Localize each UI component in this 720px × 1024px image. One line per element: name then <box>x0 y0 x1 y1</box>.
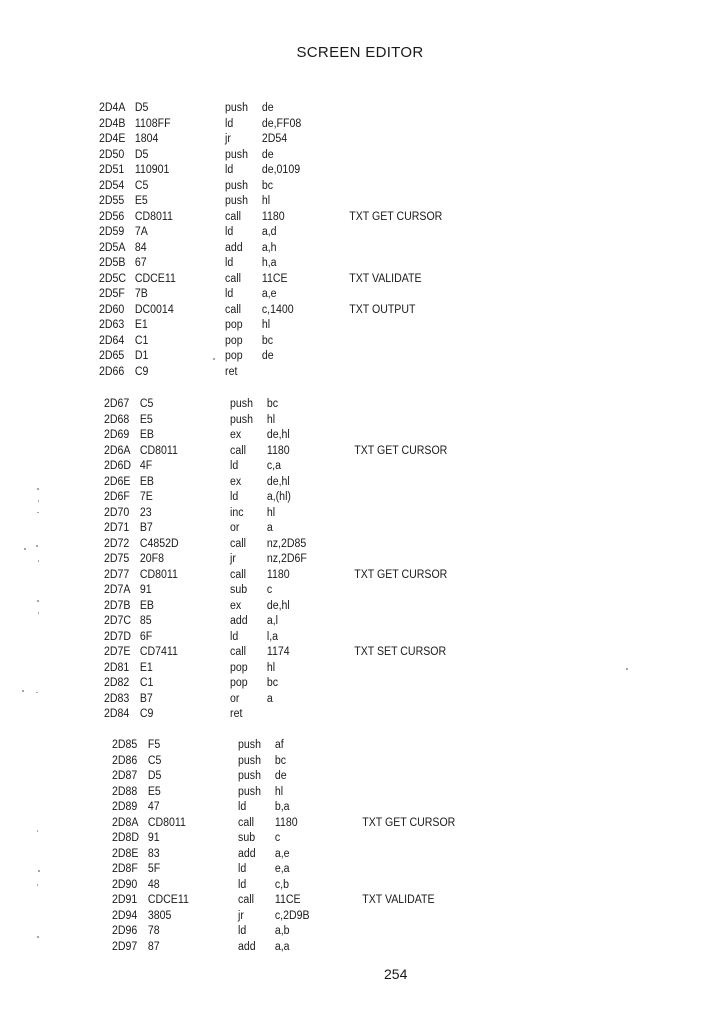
opcode-bytes: CD8011 <box>147 816 186 829</box>
opcode-bytes: 6F <box>139 630 153 643</box>
address: 2D88 <box>112 785 138 798</box>
address: 2D8D <box>112 832 140 844</box>
address: 2D50 <box>99 148 125 161</box>
opcode-bytes: EB <box>139 599 154 612</box>
mnemonic: ex <box>230 429 242 441</box>
address: 2D75 <box>104 553 130 565</box>
mnemonic: push <box>225 148 248 161</box>
opcode-bytes: 3805 <box>147 909 172 922</box>
operand: bc <box>261 179 274 192</box>
mnemonic: add <box>230 615 248 627</box>
address: 2D85 <box>112 739 138 751</box>
comment: TXT VALIDATE <box>349 272 422 285</box>
operand: de,hl <box>266 599 290 612</box>
operand: nz,2D85 <box>266 537 307 550</box>
operand: h,a <box>261 257 277 269</box>
operand: a,b <box>274 925 290 937</box>
address: 2D55 <box>99 195 125 207</box>
operand: hl <box>261 195 271 207</box>
opcode-bytes: EB <box>139 475 154 488</box>
mnemonic: add <box>225 241 243 254</box>
opcode-bytes: 20F8 <box>139 553 165 565</box>
address: 2D70 <box>104 506 130 519</box>
opcode-bytes: 5F <box>147 863 161 875</box>
opcode-bytes: 47 <box>147 801 160 813</box>
opcode-bytes: E5 <box>134 195 148 207</box>
address: 2D54 <box>99 179 125 192</box>
page-number: 254 <box>384 966 408 982</box>
mnemonic: ret <box>225 365 238 378</box>
opcode-bytes: C1 <box>139 677 154 689</box>
opcode-bytes: 67 <box>134 257 147 269</box>
comment: TXT OUTPUT <box>349 303 416 316</box>
mnemonic: sub <box>238 832 256 844</box>
opcode-bytes: D5 <box>134 148 149 161</box>
mnemonic: ld <box>238 863 247 875</box>
address: 2D6A <box>104 444 131 457</box>
mnemonic: ld <box>225 164 234 176</box>
comment: TXT GET CURSOR <box>349 210 443 223</box>
operand: bc <box>274 754 287 767</box>
opcode-bytes: 84 <box>134 241 147 254</box>
address: 2D64 <box>99 334 125 347</box>
comment: TXT GET CURSOR <box>362 816 456 829</box>
mnemonic: ld <box>225 288 234 300</box>
mnemonic: push <box>225 195 248 207</box>
mnemonic: ld <box>225 226 234 238</box>
operand: af <box>274 739 284 751</box>
address: 2D91 <box>112 894 138 906</box>
opcode-bytes: 1108FF <box>134 117 171 130</box>
opcode-bytes: C9 <box>134 365 149 378</box>
operand: l,a <box>266 630 279 643</box>
mnemonic: call <box>230 568 246 581</box>
address: 2D5C <box>99 272 127 285</box>
address: 2D94 <box>112 909 138 922</box>
operand: e,a <box>274 863 290 875</box>
address: 2D7C <box>104 615 132 627</box>
address: 2D86 <box>112 754 138 767</box>
mnemonic: jr <box>230 553 236 565</box>
mnemonic: call <box>225 272 241 285</box>
mnemonic: push <box>225 102 248 114</box>
address: 2D77 <box>104 568 130 581</box>
operand: bc <box>261 334 274 347</box>
mnemonic: pop <box>230 677 248 689</box>
mnemonic: or <box>230 692 240 705</box>
operand: c,a <box>266 460 281 472</box>
operand: bc <box>266 677 279 689</box>
operand: de <box>261 102 274 114</box>
address: 2D82 <box>104 677 130 689</box>
opcode-bytes: 78 <box>147 925 160 937</box>
address: 2D7A <box>104 584 131 596</box>
address: 2D96 <box>112 925 138 937</box>
address: 2D8F <box>112 863 138 875</box>
address: 2D60 <box>99 303 125 316</box>
address: 2D4B <box>99 117 126 130</box>
mnemonic: ld <box>238 878 247 891</box>
operand: de,0109 <box>261 164 301 176</box>
operand: de <box>261 148 274 161</box>
operand: de,hl <box>266 429 290 441</box>
mnemonic: call <box>230 646 246 658</box>
operand: a,(hl) <box>266 491 291 503</box>
opcode-bytes: D5 <box>147 770 162 782</box>
operand: hl <box>261 319 271 331</box>
address: 2D8E <box>112 847 139 860</box>
opcode-bytes: 7E <box>139 491 153 503</box>
opcode-bytes: E1 <box>139 661 153 674</box>
mnemonic: call <box>225 210 241 223</box>
mnemonic: or <box>230 522 240 534</box>
operand: de <box>261 350 274 362</box>
opcode-bytes: CDCE11 <box>134 272 176 285</box>
operand: a,d <box>261 226 277 238</box>
opcode-bytes: D1 <box>134 350 149 362</box>
opcode-bytes: 110901 <box>134 164 170 176</box>
comment: TXT SET CURSOR <box>354 646 447 658</box>
opcode-bytes: E5 <box>147 785 161 798</box>
mnemonic: ld <box>230 630 239 643</box>
operand: a <box>266 692 273 705</box>
comment: TXT GET CURSOR <box>354 568 448 581</box>
address: 2D84 <box>104 708 130 720</box>
operand: de,hl <box>266 475 290 488</box>
operand: a,e <box>261 288 277 300</box>
opcode-bytes: D5 <box>134 102 149 114</box>
mnemonic: jr <box>238 909 244 922</box>
operand: a,e <box>274 847 290 860</box>
mnemonic: push <box>238 739 261 751</box>
opcode-bytes: 1804 <box>134 133 159 145</box>
mnemonic: ld <box>225 117 234 130</box>
address: 2D83 <box>104 692 130 705</box>
opcode-bytes: 48 <box>147 878 160 891</box>
operand: c,2D9B <box>274 909 310 922</box>
operand: bc <box>266 398 279 410</box>
address: 2D56 <box>99 210 125 223</box>
mnemonic: call <box>230 444 246 457</box>
mnemonic: pop <box>225 334 243 347</box>
mnemonic: push <box>238 785 261 798</box>
page-title: SCREEN EDITOR <box>296 44 424 61</box>
opcode-bytes: 91 <box>147 832 160 844</box>
operand: 1180 <box>266 444 290 457</box>
opcode-bytes: CDCE11 <box>147 894 189 906</box>
mnemonic: ld <box>230 460 239 472</box>
mnemonic: add <box>238 940 256 953</box>
mnemonic: inc <box>230 506 244 519</box>
address: 2D69 <box>104 429 130 441</box>
opcode-bytes: CD8011 <box>139 568 178 581</box>
address: 2D6D <box>104 460 132 472</box>
mnemonic: ld <box>238 801 247 813</box>
address: 2D97 <box>112 940 138 953</box>
operand: c <box>274 832 281 844</box>
mnemonic: ex <box>230 475 242 488</box>
mnemonic: ex <box>230 599 242 612</box>
address: 2D6E <box>104 475 131 488</box>
opcode-bytes: 7A <box>134 226 148 238</box>
opcode-bytes: CD7411 <box>139 646 178 658</box>
mnemonic: ld <box>225 257 234 269</box>
operand: c,b <box>274 878 289 891</box>
comment: TXT VALIDATE <box>362 894 435 906</box>
opcode-bytes: 85 <box>139 615 152 627</box>
opcode-bytes: 83 <box>147 847 160 860</box>
operand: 2D54 <box>261 133 288 145</box>
mnemonic: call <box>225 303 241 316</box>
operand: de,FF08 <box>261 117 302 130</box>
address: 2D7D <box>104 630 132 643</box>
address: 2D4E <box>99 133 126 145</box>
operand: hl <box>266 661 276 674</box>
address: 2D81 <box>104 661 130 674</box>
opcode-bytes: 7B <box>134 288 148 300</box>
opcode-bytes: DC0014 <box>134 303 174 316</box>
opcode-bytes: C5 <box>134 179 149 192</box>
address: 2D89 <box>112 801 138 813</box>
operand: a,h <box>261 241 277 254</box>
mnemonic: ld <box>230 491 239 503</box>
operand: a <box>266 522 273 534</box>
operand: b,a <box>274 801 290 813</box>
address: 2D71 <box>104 522 130 534</box>
operand: 1180 <box>266 568 290 581</box>
address: 2D63 <box>99 319 125 331</box>
mnemonic: push <box>225 179 248 192</box>
address: 2D5B <box>99 257 126 269</box>
operand: c,1400 <box>261 303 294 316</box>
mnemonic: call <box>230 537 246 550</box>
operand: hl <box>274 785 284 798</box>
opcode-bytes: C4852D <box>139 537 179 550</box>
mnemonic: add <box>238 847 256 860</box>
opcode-bytes: 23 <box>139 506 152 519</box>
operand: 1180 <box>261 210 285 223</box>
operand: 1180 <box>274 816 298 829</box>
mnemonic: push <box>238 754 261 767</box>
address: 2D65 <box>99 350 125 362</box>
address: 2D68 <box>104 413 130 426</box>
opcode-bytes: B7 <box>139 522 153 534</box>
mnemonic: pop <box>230 661 248 674</box>
address: 2D67 <box>104 398 130 410</box>
address: 2D90 <box>112 878 138 891</box>
address: 2D66 <box>99 365 125 378</box>
opcode-bytes: 91 <box>139 584 152 596</box>
opcode-bytes: CD8011 <box>134 210 173 223</box>
address: 2D7B <box>104 599 131 612</box>
mnemonic: ret <box>230 708 243 720</box>
operand: 11CE <box>261 272 288 285</box>
opcode-bytes: B7 <box>139 692 153 705</box>
mnemonic: jr <box>225 133 231 145</box>
mnemonic: pop <box>225 319 243 331</box>
address: 2D51 <box>99 164 125 176</box>
operand: 1174 <box>266 646 290 658</box>
opcode-bytes: C5 <box>147 754 162 767</box>
operand: hl <box>266 506 276 519</box>
opcode-bytes: C1 <box>134 334 149 347</box>
mnemonic: call <box>238 816 254 829</box>
operand: hl <box>266 413 276 426</box>
opcode-bytes: F5 <box>147 739 161 751</box>
operand: nz,2D6F <box>266 553 307 565</box>
mnemonic: push <box>230 398 253 410</box>
address: 2D6F <box>104 491 130 503</box>
address: 2D72 <box>104 537 130 550</box>
mnemonic: ld <box>238 925 247 937</box>
address: 2D5A <box>99 241 126 254</box>
mnemonic: call <box>238 894 254 906</box>
opcode-bytes: EB <box>139 429 154 441</box>
opcode-bytes: 4F <box>139 460 153 472</box>
operand: a,a <box>274 940 290 953</box>
opcode-bytes: E1 <box>134 319 148 331</box>
address: 2D8A <box>112 816 139 829</box>
opcode-bytes: CD8011 <box>139 444 178 457</box>
mnemonic: push <box>238 770 261 782</box>
opcode-bytes: E5 <box>139 413 153 426</box>
address: 2D59 <box>99 226 125 238</box>
operand: de <box>274 770 287 782</box>
address: 2D87 <box>112 770 138 782</box>
operand: 11CE <box>274 894 301 906</box>
address: 2D7E <box>104 646 131 658</box>
operand: c <box>266 584 273 596</box>
mnemonic: sub <box>230 584 248 596</box>
mnemonic: pop <box>225 350 243 362</box>
address: 2D5F <box>99 288 125 300</box>
address: 2D4A <box>99 102 126 114</box>
operand: a,l <box>266 615 279 627</box>
comment: TXT GET CURSOR <box>354 444 448 457</box>
opcode-bytes: C5 <box>139 398 154 410</box>
opcode-bytes: 87 <box>147 940 160 953</box>
mnemonic: push <box>230 413 253 426</box>
opcode-bytes: C9 <box>139 708 154 720</box>
